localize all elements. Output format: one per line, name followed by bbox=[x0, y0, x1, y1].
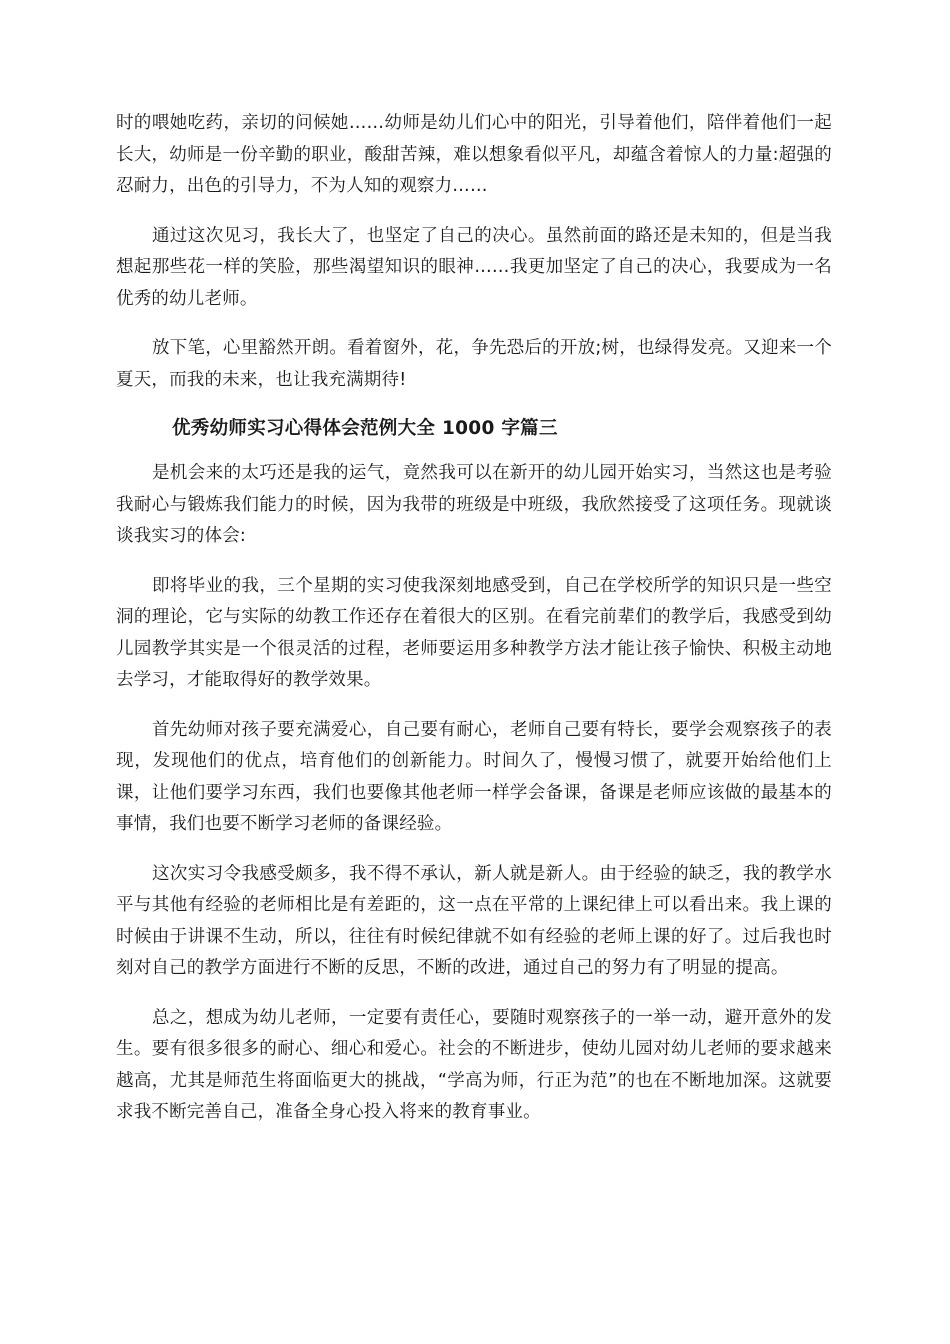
paragraph: 放下笔，心里豁然开朗。看着窗外，花，争先恐后的开放;树，也绿得发亮。又迎来一个夏天，而我的未来，也让我充满期待! bbox=[116, 338, 832, 390]
section-title: 优秀幼师实习心得体会范例大全 1000 字篇三 bbox=[172, 418, 558, 439]
paragraph: 时的喂她吃药，亲切的问候她……幼师是幼儿们心中的阳光，引导着他们，陪伴着他们一起长大，幼师是一份辛勤的职业，酸甜苦辣，难以想象看似平凡，却蕴含着惊人的力量:超强的忍耐力，出色的引导力，不为人知的观察力…… bbox=[116, 113, 832, 196]
paragraph: 总之，想成为幼儿老师，一定要有责任心，要随时观察孩子的一举一动，避开意外的发生。要有很多很多的耐心、细心和爱心。社会的不断进步，使幼儿园对幼儿老师的要求越来越高，尤其是师范生将面临更大的挑战，“学高为师，行正为范”的也在不断地加深。这就要求我不断完善自己，准备全身心投入将来的教育事业。 bbox=[116, 1007, 832, 1122]
paragraph: 首先幼师对孩子要充满爱心，自己要有耐心，老师自己要有特长，要学会观察孩子的表现，发现他们的优点，培育他们的创新能力。时间久了，慢慢习惯了，就要开始给他们上课，让他们要学习东西，我们也要像其他老师一样学会备课，备课是老师应该做的最基本的事情，我们也要不断学习老师的备课经验。 bbox=[116, 719, 832, 834]
paragraph: 是机会来的太巧还是我的运气，竟然我可以在新开的幼儿园开始实习，当然这也是考验我耐心与锻炼我们能力的时候，因为我带的班级是中班级，我欣然接受了这项任务。现就谈谈我实习的体会: bbox=[116, 463, 832, 546]
paragraph: 这次实习令我感受颇多，我不得不承认，新人就是新人。由于经验的缺乏，我的教学水平与其他有经验的老师相比是有差距的，这一点在平常的上课纪律上可以看出来。我上课的时候由于讲课不生动，所以，往往有时候纪律就不如有经验的老师上课的好了。过后我也时刻对自己的教学方面进行不断的反思，不断的改进，通过自己的努力有了明显的提高。 bbox=[116, 863, 832, 978]
document-body bbox=[116, 108, 832, 1147]
paragraph: 通过这次见习，我长大了，也坚定了自己的决心。虽然前面的路还是未知的，但是当我想起那些花一样的笑脸，那些渴望知识的眼神……我更加坚定了自己的决心，我要成为一名优秀的幼儿老师。 bbox=[116, 225, 832, 309]
paragraph: 即将毕业的我，三个星期的实习使我深刻地感受到，自己在学校所学的知识只是一些空洞的理论，它与实际的幼教工作还存在着很大的区别。在看完前辈们的教学后，我感受到幼儿园教学其实是一个很灵活的过程，老师要运用多种教学方法才能让孩子愉快、积极主动地去学习，才能取得好的教学效果。 bbox=[116, 575, 832, 690]
